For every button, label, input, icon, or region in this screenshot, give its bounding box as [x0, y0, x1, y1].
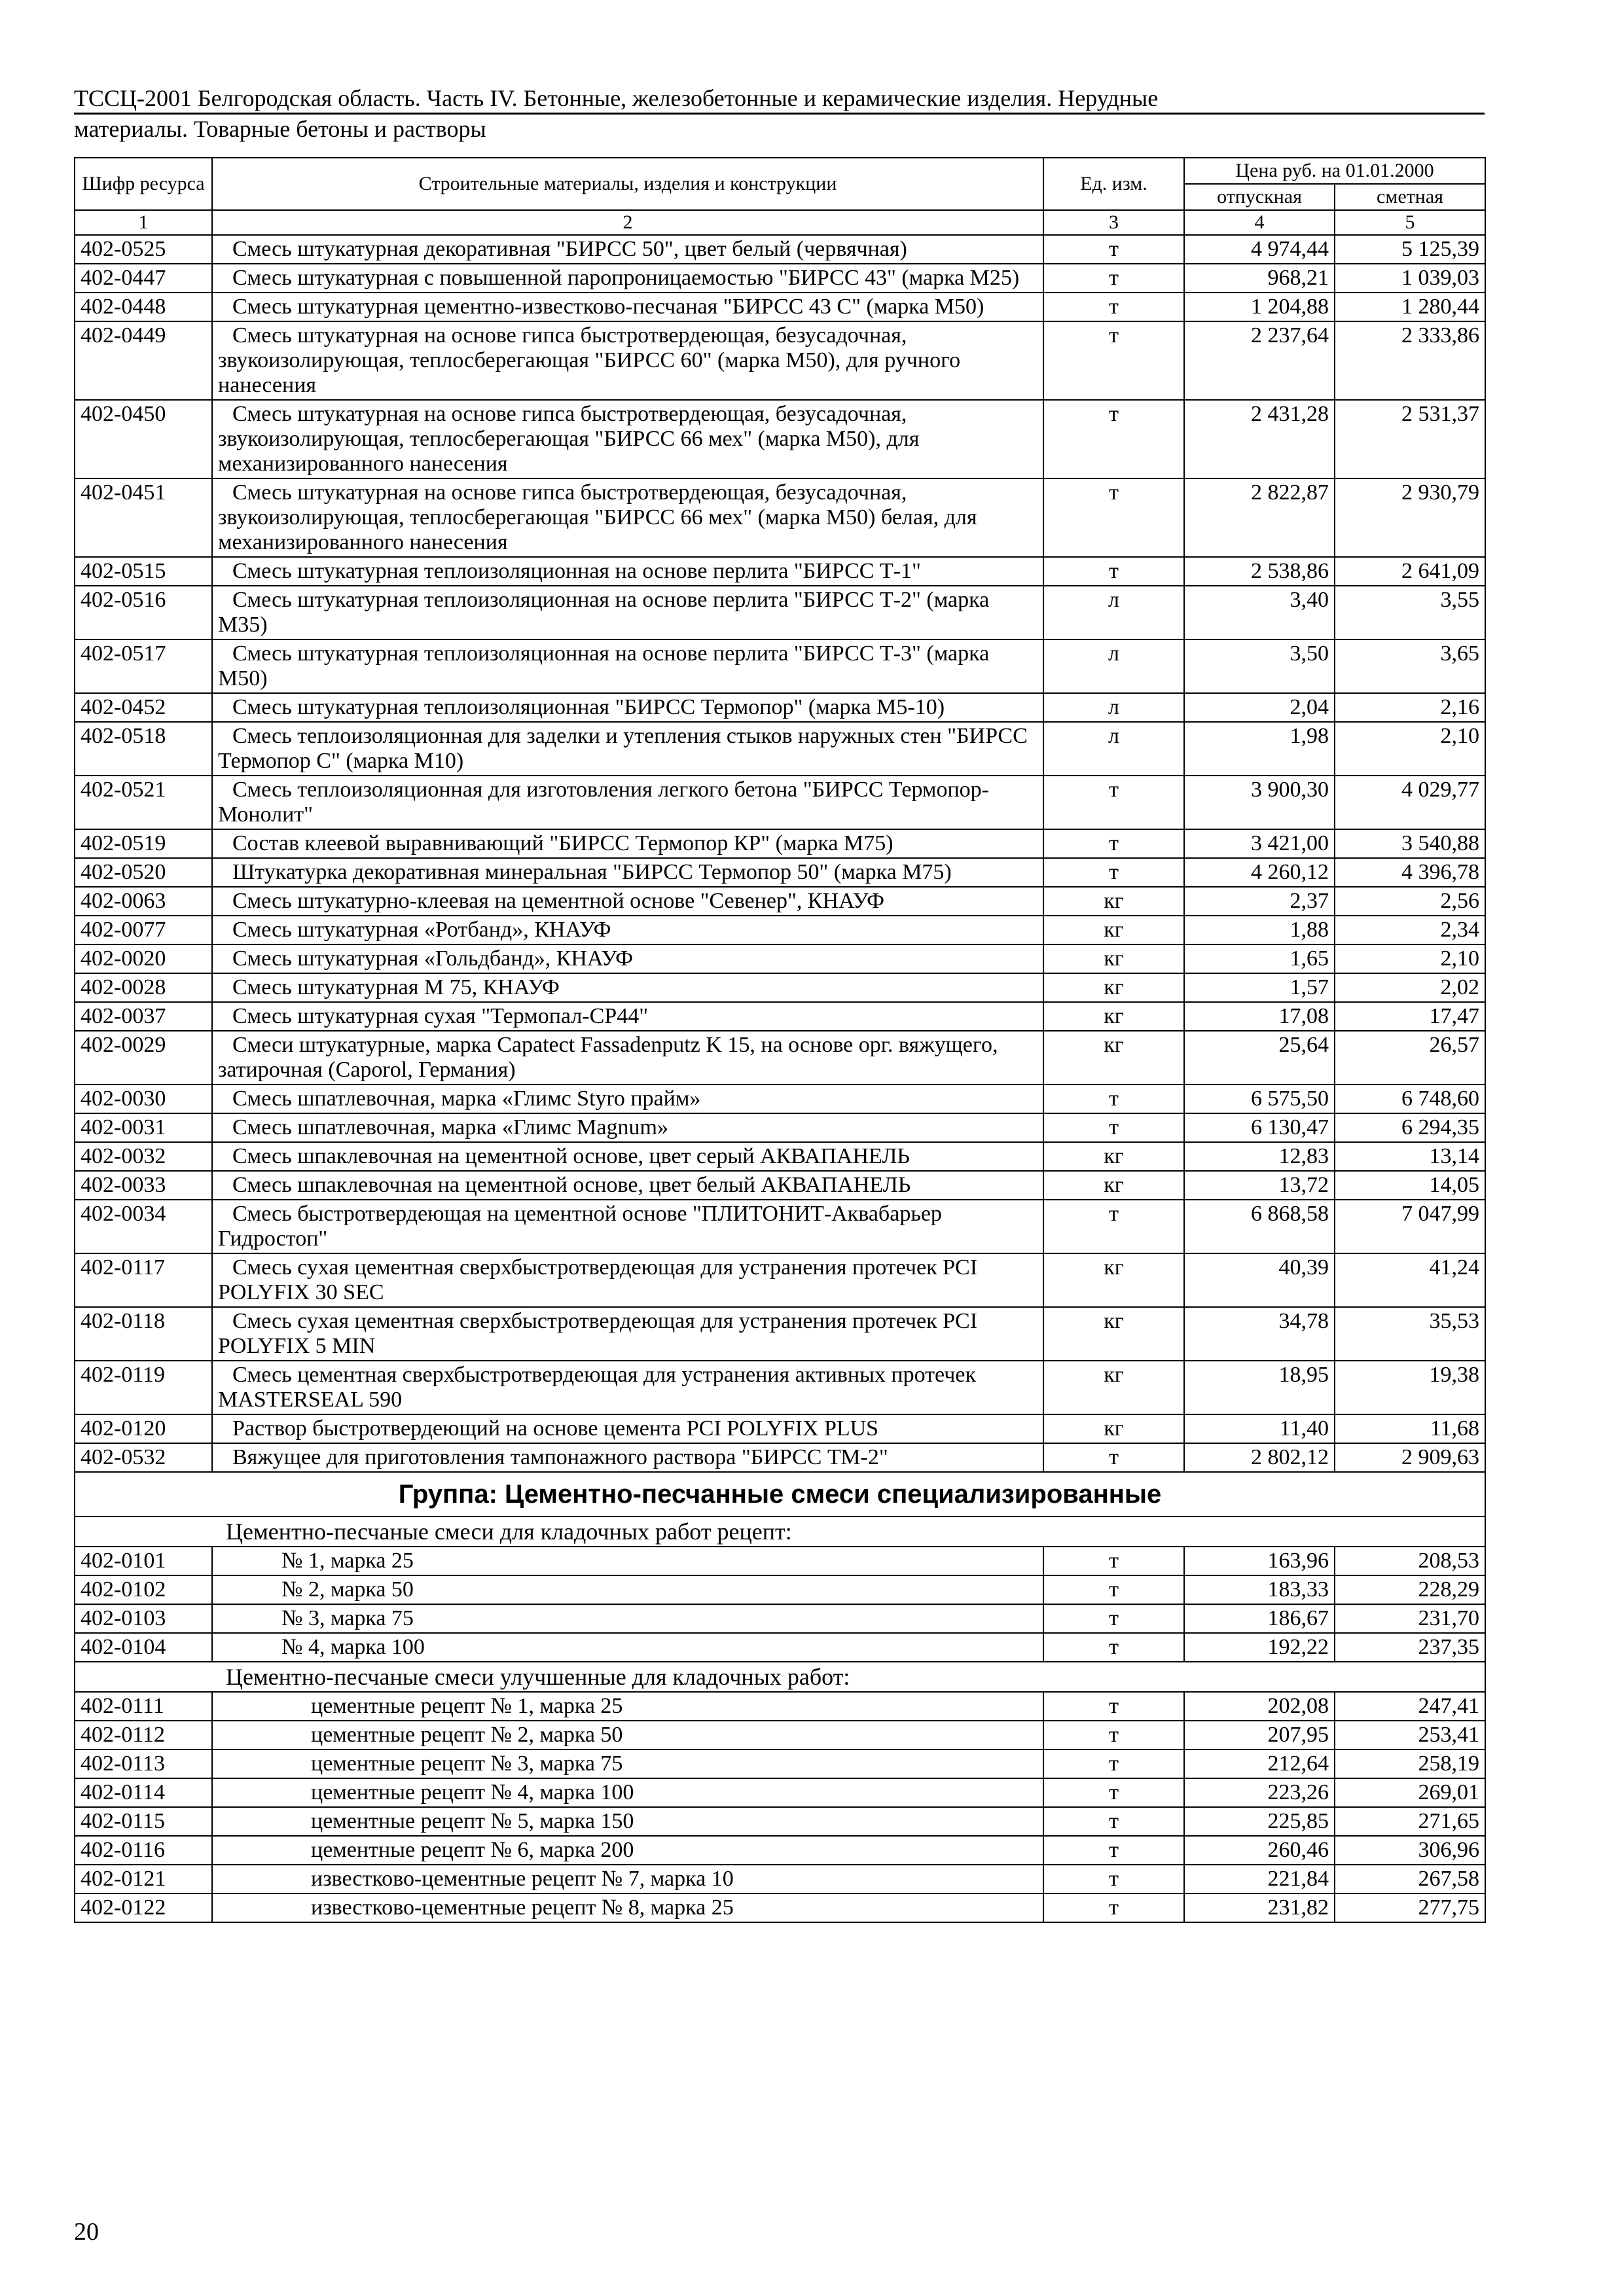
row-name: цементные рецепт № 1, марка 25 — [212, 1692, 1043, 1721]
group-row — [75, 1472, 1485, 1516]
row-name: Смесь штукатурная цементно-известково-песчаная "БИРСС 43 С" (марка М50) — [212, 293, 1043, 321]
row-unit: кг — [1043, 1414, 1184, 1443]
row-name: Штукатурка декоративная минеральная "БИРСС Термопор 50" (марка М75) — [212, 858, 1043, 887]
row-release-price: 6 130,47 — [1184, 1113, 1335, 1142]
row-estimate-price: 1 039,03 — [1335, 264, 1485, 293]
row-unit: т — [1043, 1865, 1184, 1893]
table-row — [75, 1778, 1485, 1807]
row-name: цементные рецепт № 2, марка 50 — [212, 1721, 1043, 1749]
row-code: 402-0516 — [75, 586, 212, 639]
col-number: 2 — [212, 210, 1043, 235]
row-code: 402-0519 — [75, 829, 212, 858]
table-header-row — [75, 158, 1485, 184]
row-unit: т — [1043, 1692, 1184, 1721]
row-name: Смесь штукатурная «Гольдбанд», КНАУФ — [212, 944, 1043, 973]
row-estimate-price: 2 909,63 — [1335, 1443, 1485, 1472]
row-code: 402-0037 — [75, 1002, 212, 1031]
page-header — [74, 84, 1485, 143]
row-code: 402-0033 — [75, 1171, 212, 1200]
row-estimate-price: 2 531,37 — [1335, 400, 1485, 478]
row-release-price: 3 900,30 — [1184, 776, 1335, 829]
row-unit: л — [1043, 639, 1184, 693]
col-header-estimate: сметная — [1335, 184, 1485, 210]
row-release-price: 6 868,58 — [1184, 1200, 1335, 1253]
row-unit: кг — [1043, 1142, 1184, 1171]
row-code: 402-0077 — [75, 916, 212, 944]
row-unit: т — [1043, 264, 1184, 293]
table-row — [75, 1414, 1485, 1443]
subgroup-title-1: Цементно-песчаные смеси для кладочных работ рецепт: — [75, 1516, 1485, 1547]
table-row — [75, 1836, 1485, 1865]
row-code: 402-0517 — [75, 639, 212, 693]
row-unit: т — [1043, 1085, 1184, 1113]
row-unit: т — [1043, 1836, 1184, 1865]
row-name: цементные рецепт № 4, марка 100 — [212, 1778, 1043, 1807]
row-unit: т — [1043, 478, 1184, 557]
row-code: 402-0118 — [75, 1307, 212, 1361]
row-unit: т — [1043, 293, 1184, 321]
row-code: 402-0451 — [75, 478, 212, 557]
table-row — [75, 586, 1485, 639]
table-row — [75, 1575, 1485, 1604]
row-code: 402-0119 — [75, 1361, 212, 1414]
table-row — [75, 1547, 1485, 1575]
table-row — [75, 1142, 1485, 1171]
row-estimate-price: 208,53 — [1335, 1547, 1485, 1575]
row-name: Смесь штукатурная теплоизоляционная на основе перлита "БИРСС Т-2" (марка М35) — [212, 586, 1043, 639]
table-row — [75, 1002, 1485, 1031]
row-name: Смеси штукатурные, марка Capatect Fassadenputz K 15, на основе орг. вяжущего, затирочная (Caporol, Германия) — [212, 1031, 1043, 1085]
col-number: 5 — [1335, 210, 1485, 235]
row-estimate-price: 2 333,86 — [1335, 321, 1485, 400]
row-release-price: 40,39 — [1184, 1253, 1335, 1307]
row-estimate-price: 4 029,77 — [1335, 776, 1485, 829]
row-unit: т — [1043, 321, 1184, 400]
row-estimate-price: 4 396,78 — [1335, 858, 1485, 887]
col-header-price: Цена руб. на 01.01.2000 — [1184, 158, 1485, 184]
price-table — [74, 157, 1486, 1923]
table-row — [75, 829, 1485, 858]
table-row — [75, 321, 1485, 400]
row-release-price: 183,33 — [1184, 1575, 1335, 1604]
row-unit: т — [1043, 400, 1184, 478]
row-release-price: 2,37 — [1184, 887, 1335, 916]
row-name: Смесь теплоизоляционная для заделки и утепления стыков наружных стен "БИРСС Термопор С" (марка М10) — [212, 722, 1043, 776]
row-name: цементные рецепт № 3, марка 75 — [212, 1749, 1043, 1778]
row-name: известково-цементные рецепт № 8, марка 25 — [212, 1893, 1043, 1922]
row-name: Смесь штукатурная на основе гипса быстротвердеющая, безусадочная, звукоизолирующая, теплосберегающая "БИРСС 66 мех" (марка М50) белая, для механизированного нанесения — [212, 478, 1043, 557]
row-unit: кг — [1043, 1253, 1184, 1307]
group-section — [75, 1472, 1485, 1547]
table-row — [75, 693, 1485, 722]
table-row — [75, 235, 1485, 264]
row-code: 402-0521 — [75, 776, 212, 829]
row-code: 402-0029 — [75, 1031, 212, 1085]
row-code: 402-0450 — [75, 400, 212, 478]
row-unit: т — [1043, 1633, 1184, 1662]
row-estimate-price: 271,65 — [1335, 1807, 1485, 1836]
table-row — [75, 1633, 1485, 1662]
row-name: Смесь сухая цементная сверхбыстротвердеющая для устранения протечек PCI POLYFIX 5 MIN — [212, 1307, 1043, 1361]
row-code: 402-0113 — [75, 1749, 212, 1778]
row-name: Смесь штукатурная «Ротбанд», КНАУФ — [212, 916, 1043, 944]
row-unit: л — [1043, 722, 1184, 776]
table-row — [75, 1749, 1485, 1778]
row-code: 402-0031 — [75, 1113, 212, 1142]
table-row — [75, 776, 1485, 829]
group-title: Группа: Цементно-песчанные смеси специализированные — [75, 1472, 1485, 1516]
row-release-price: 231,82 — [1184, 1893, 1335, 1922]
row-code: 402-0520 — [75, 858, 212, 887]
row-estimate-price: 2 641,09 — [1335, 557, 1485, 586]
row-release-price: 1,65 — [1184, 944, 1335, 973]
row-unit: т — [1043, 858, 1184, 887]
row-code: 402-0020 — [75, 944, 212, 973]
row-unit: кг — [1043, 887, 1184, 916]
row-code: 402-0532 — [75, 1443, 212, 1472]
table-row — [75, 1171, 1485, 1200]
row-unit: кг — [1043, 1171, 1184, 1200]
table-row — [75, 973, 1485, 1002]
header-title-line2: материалы. Товарные бетоны и растворы — [74, 116, 486, 142]
row-release-price: 13,72 — [1184, 1171, 1335, 1200]
row-name: Смесь штукатурная теплоизоляционная "БИРСС Термопор" (марка М5-10) — [212, 693, 1043, 722]
table-row — [75, 1361, 1485, 1414]
row-release-price: 1 204,88 — [1184, 293, 1335, 321]
row-code: 402-0112 — [75, 1721, 212, 1749]
row-name: Смесь штукатурная М 75, КНАУФ — [212, 973, 1043, 1002]
row-release-price: 1,98 — [1184, 722, 1335, 776]
row-name: известково-цементные рецепт № 7, марка 10 — [212, 1865, 1043, 1893]
row-unit: т — [1043, 829, 1184, 858]
row-code: 402-0452 — [75, 693, 212, 722]
row-release-price: 202,08 — [1184, 1692, 1335, 1721]
table-row — [75, 1893, 1485, 1922]
col-header-code: Шифр ресурса — [75, 158, 212, 210]
row-unit: кг — [1043, 916, 1184, 944]
subgroup-row — [75, 1662, 1485, 1692]
row-release-price: 186,67 — [1184, 1604, 1335, 1633]
row-unit: т — [1043, 1547, 1184, 1575]
table-row — [75, 1085, 1485, 1113]
row-release-price: 17,08 — [1184, 1002, 1335, 1031]
row-unit: т — [1043, 235, 1184, 264]
row-code: 402-0448 — [75, 293, 212, 321]
table-row — [75, 1307, 1485, 1361]
table-row — [75, 1721, 1485, 1749]
row-code: 402-0518 — [75, 722, 212, 776]
row-estimate-price: 258,19 — [1335, 1749, 1485, 1778]
subgroup-title-2: Цементно-песчаные смеси улучшенные для кладочных работ: — [75, 1662, 1485, 1692]
row-name: Смесь цементная сверхбыстротвердеющая для устранения активных протечек MASTERSEAL 590 — [212, 1361, 1043, 1414]
table-row — [75, 1253, 1485, 1307]
row-name: № 2, марка 50 — [212, 1575, 1043, 1604]
page-number: 20 — [74, 2218, 99, 2246]
row-release-price: 968,21 — [1184, 264, 1335, 293]
row-unit: т — [1043, 1807, 1184, 1836]
row-estimate-price: 3,65 — [1335, 639, 1485, 693]
row-unit: л — [1043, 586, 1184, 639]
row-release-price: 1,88 — [1184, 916, 1335, 944]
row-release-price: 2 802,12 — [1184, 1443, 1335, 1472]
subgroup-row — [75, 1516, 1485, 1547]
row-code: 402-0515 — [75, 557, 212, 586]
row-code: 402-0101 — [75, 1547, 212, 1575]
col-number: 1 — [75, 210, 212, 235]
row-unit: кг — [1043, 973, 1184, 1002]
row-code: 402-0030 — [75, 1085, 212, 1113]
row-code: 402-0032 — [75, 1142, 212, 1171]
row-code: 402-0102 — [75, 1575, 212, 1604]
row-estimate-price: 2,10 — [1335, 722, 1485, 776]
row-name: Смесь штукатурная теплоизоляционная на основе перлита "БИРСС Т-1" — [212, 557, 1043, 586]
row-name: Смесь штукатурная теплоизоляционная на основе перлита "БИРСС Т-3" (марка М50) — [212, 639, 1043, 693]
row-name: Состав клеевой выравнивающий "БИРСС Термопор КР" (марка М75) — [212, 829, 1043, 858]
row-release-price: 34,78 — [1184, 1307, 1335, 1361]
row-code: 402-0063 — [75, 887, 212, 916]
row-name: Смесь штукатурная на основе гипса быстротвердеющая, безусадочная, звукоизолирующая, теплосберегающая "БИРСС 60" (марка М50), для ручного нанесения — [212, 321, 1043, 400]
row-estimate-price: 13,14 — [1335, 1142, 1485, 1171]
row-unit: т — [1043, 1200, 1184, 1253]
row-unit: кг — [1043, 1361, 1184, 1414]
table-row — [75, 1604, 1485, 1633]
row-name: Смесь шпатлевочная, марка «Глимс Styro прайм» — [212, 1085, 1043, 1113]
row-name: Смесь сухая цементная сверхбыстротвердеющая для устранения протечек PCI POLYFIX 30 SEC — [212, 1253, 1043, 1307]
row-code: 402-0103 — [75, 1604, 212, 1633]
row-release-price: 11,40 — [1184, 1414, 1335, 1443]
row-unit: т — [1043, 1575, 1184, 1604]
row-release-price: 2 431,28 — [1184, 400, 1335, 478]
table-row — [75, 557, 1485, 586]
table-body-improved — [75, 1692, 1485, 1922]
table-row — [75, 1031, 1485, 1085]
table-row — [75, 264, 1485, 293]
table-row — [75, 1443, 1485, 1472]
row-unit: кг — [1043, 1031, 1184, 1085]
table-row — [75, 1200, 1485, 1253]
row-release-price: 2 822,87 — [1184, 478, 1335, 557]
row-estimate-price: 253,41 — [1335, 1721, 1485, 1749]
row-estimate-price: 269,01 — [1335, 1778, 1485, 1807]
row-code: 402-0121 — [75, 1865, 212, 1893]
table-row — [75, 1807, 1485, 1836]
row-estimate-price: 6 294,35 — [1335, 1113, 1485, 1142]
row-estimate-price: 267,58 — [1335, 1865, 1485, 1893]
row-unit: т — [1043, 1893, 1184, 1922]
row-estimate-price: 306,96 — [1335, 1836, 1485, 1865]
row-name: Смесь штукатурная декоративная "БИРСС 50", цвет белый (червячная) — [212, 235, 1043, 264]
row-name: Смесь шпаклевочная на цементной основе, цвет серый АКВАПАНЕЛЬ — [212, 1142, 1043, 1171]
table-row — [75, 293, 1485, 321]
row-code: 402-0115 — [75, 1807, 212, 1836]
row-estimate-price: 3 540,88 — [1335, 829, 1485, 858]
row-code: 402-0034 — [75, 1200, 212, 1253]
row-estimate-price: 35,53 — [1335, 1307, 1485, 1361]
row-estimate-price: 2,16 — [1335, 693, 1485, 722]
row-release-price: 2 237,64 — [1184, 321, 1335, 400]
col-number: 3 — [1043, 210, 1184, 235]
row-release-price: 225,85 — [1184, 1807, 1335, 1836]
row-release-price: 223,26 — [1184, 1778, 1335, 1807]
row-name: Раствор быстротвердеющий на основе цемента PCI POLYFIX PLUS — [212, 1414, 1043, 1443]
row-estimate-price: 2,10 — [1335, 944, 1485, 973]
row-estimate-price: 3,55 — [1335, 586, 1485, 639]
row-code: 402-0114 — [75, 1778, 212, 1807]
row-release-price: 1,57 — [1184, 973, 1335, 1002]
row-name: цементные рецепт № 5, марка 150 — [212, 1807, 1043, 1836]
table-body — [75, 235, 1485, 1472]
row-release-price: 207,95 — [1184, 1721, 1335, 1749]
row-release-price: 25,64 — [1184, 1031, 1335, 1085]
row-unit: л — [1043, 693, 1184, 722]
subgroup-section — [75, 1662, 1485, 1692]
header-title-line1: ТССЦ-2001 Белгородская область. Часть IV. Бетонные, железобетонные и керамические изделия. Нерудные — [74, 84, 1485, 115]
table-row — [75, 639, 1485, 693]
table-row — [75, 478, 1485, 557]
table-row — [75, 722, 1485, 776]
row-name: № 3, марка 75 — [212, 1604, 1043, 1633]
row-unit: т — [1043, 1778, 1184, 1807]
row-unit: кг — [1043, 1307, 1184, 1361]
table-body-recipes — [75, 1547, 1485, 1662]
row-estimate-price: 6 748,60 — [1335, 1085, 1485, 1113]
row-name: Смесь шпаклевочная на цементной основе, цвет белый АКВАПАНЕЛЬ — [212, 1171, 1043, 1200]
row-code: 402-0120 — [75, 1414, 212, 1443]
row-code: 402-0028 — [75, 973, 212, 1002]
row-release-price: 4 974,44 — [1184, 235, 1335, 264]
row-name: Смесь шпатлевочная, марка «Глимс Magnum» — [212, 1113, 1043, 1142]
row-estimate-price: 1 280,44 — [1335, 293, 1485, 321]
row-release-price: 2 538,86 — [1184, 557, 1335, 586]
row-release-price: 12,83 — [1184, 1142, 1335, 1171]
row-name: Смесь штукатурно-клеевая на цементной основе "Севенер", КНАУФ — [212, 887, 1043, 916]
row-name: цементные рецепт № 6, марка 200 — [212, 1836, 1043, 1865]
row-name: № 1, марка 25 — [212, 1547, 1043, 1575]
row-estimate-price: 247,41 — [1335, 1692, 1485, 1721]
row-code: 402-0117 — [75, 1253, 212, 1307]
row-estimate-price: 11,68 — [1335, 1414, 1485, 1443]
row-release-price: 4 260,12 — [1184, 858, 1335, 887]
row-unit: т — [1043, 776, 1184, 829]
row-name: Смесь штукатурная с повышенной паропроницаемостью "БИРСС 43" (марка М25) — [212, 264, 1043, 293]
row-name: Вяжущее для приготовления тампонажного раствора "БИРСС ТМ-2" — [212, 1443, 1043, 1472]
col-header-unit: Ед. изм. — [1043, 158, 1184, 210]
row-estimate-price: 14,05 — [1335, 1171, 1485, 1200]
table-row — [75, 400, 1485, 478]
row-unit: т — [1043, 1604, 1184, 1633]
row-estimate-price: 277,75 — [1335, 1893, 1485, 1922]
row-release-price: 3,40 — [1184, 586, 1335, 639]
table-row — [75, 1692, 1485, 1721]
row-estimate-price: 26,57 — [1335, 1031, 1485, 1085]
row-unit: т — [1043, 1749, 1184, 1778]
row-estimate-price: 17,47 — [1335, 1002, 1485, 1031]
table-row — [75, 1865, 1485, 1893]
row-estimate-price: 2 930,79 — [1335, 478, 1485, 557]
row-unit: т — [1043, 1721, 1184, 1749]
table-row — [75, 916, 1485, 944]
row-code: 402-0116 — [75, 1836, 212, 1865]
row-code: 402-0111 — [75, 1692, 212, 1721]
row-estimate-price: 231,70 — [1335, 1604, 1485, 1633]
row-name: Смесь штукатурная на основе гипса быстротвердеющая, безусадочная, звукоизолирующая, теплосберегающая "БИРСС 66 мех" (марка М50), для механизированного нанесения — [212, 400, 1043, 478]
row-release-price: 6 575,50 — [1184, 1085, 1335, 1113]
col-header-release: отпускная — [1184, 184, 1335, 210]
row-estimate-price: 2,02 — [1335, 973, 1485, 1002]
row-code: 402-0104 — [75, 1633, 212, 1662]
row-unit: кг — [1043, 1002, 1184, 1031]
table-row — [75, 887, 1485, 916]
row-unit: кг — [1043, 944, 1184, 973]
row-name: Смесь быстротвердеющая на цементной основе "ПЛИТОНИТ-Аквабарьер Гидростоп" — [212, 1200, 1043, 1253]
row-code: 402-0122 — [75, 1893, 212, 1922]
row-release-price: 192,22 — [1184, 1633, 1335, 1662]
row-name: Смесь штукатурная сухая "Термопал-СР44" — [212, 1002, 1043, 1031]
row-release-price: 18,95 — [1184, 1361, 1335, 1414]
row-release-price: 212,64 — [1184, 1749, 1335, 1778]
row-release-price: 2,04 — [1184, 693, 1335, 722]
row-release-price: 260,46 — [1184, 1836, 1335, 1865]
row-estimate-price: 228,29 — [1335, 1575, 1485, 1604]
row-code: 402-0447 — [75, 264, 212, 293]
row-estimate-price: 41,24 — [1335, 1253, 1485, 1307]
row-code: 402-0449 — [75, 321, 212, 400]
row-release-price: 3 421,00 — [1184, 829, 1335, 858]
col-header-name: Строительные материалы, изделия и конструкции — [212, 158, 1043, 210]
row-name: Смесь теплоизоляционная для изготовления легкого бетона "БИРСС Термопор-Монолит" — [212, 776, 1043, 829]
row-code: 402-0525 — [75, 235, 212, 264]
row-estimate-price: 2,56 — [1335, 887, 1485, 916]
row-release-price: 3,50 — [1184, 639, 1335, 693]
row-unit: т — [1043, 1443, 1184, 1472]
row-release-price: 163,96 — [1184, 1547, 1335, 1575]
row-unit: т — [1043, 557, 1184, 586]
row-unit: т — [1043, 1113, 1184, 1142]
row-estimate-price: 19,38 — [1335, 1361, 1485, 1414]
row-estimate-price: 5 125,39 — [1335, 235, 1485, 264]
column-number-row — [75, 210, 1485, 235]
col-number: 4 — [1184, 210, 1335, 235]
row-release-price: 221,84 — [1184, 1865, 1335, 1893]
row-estimate-price: 237,35 — [1335, 1633, 1485, 1662]
row-name: № 4, марка 100 — [212, 1633, 1043, 1662]
row-estimate-price: 7 047,99 — [1335, 1200, 1485, 1253]
table-row — [75, 858, 1485, 887]
table-row — [75, 944, 1485, 973]
row-estimate-price: 2,34 — [1335, 916, 1485, 944]
table-row — [75, 1113, 1485, 1142]
